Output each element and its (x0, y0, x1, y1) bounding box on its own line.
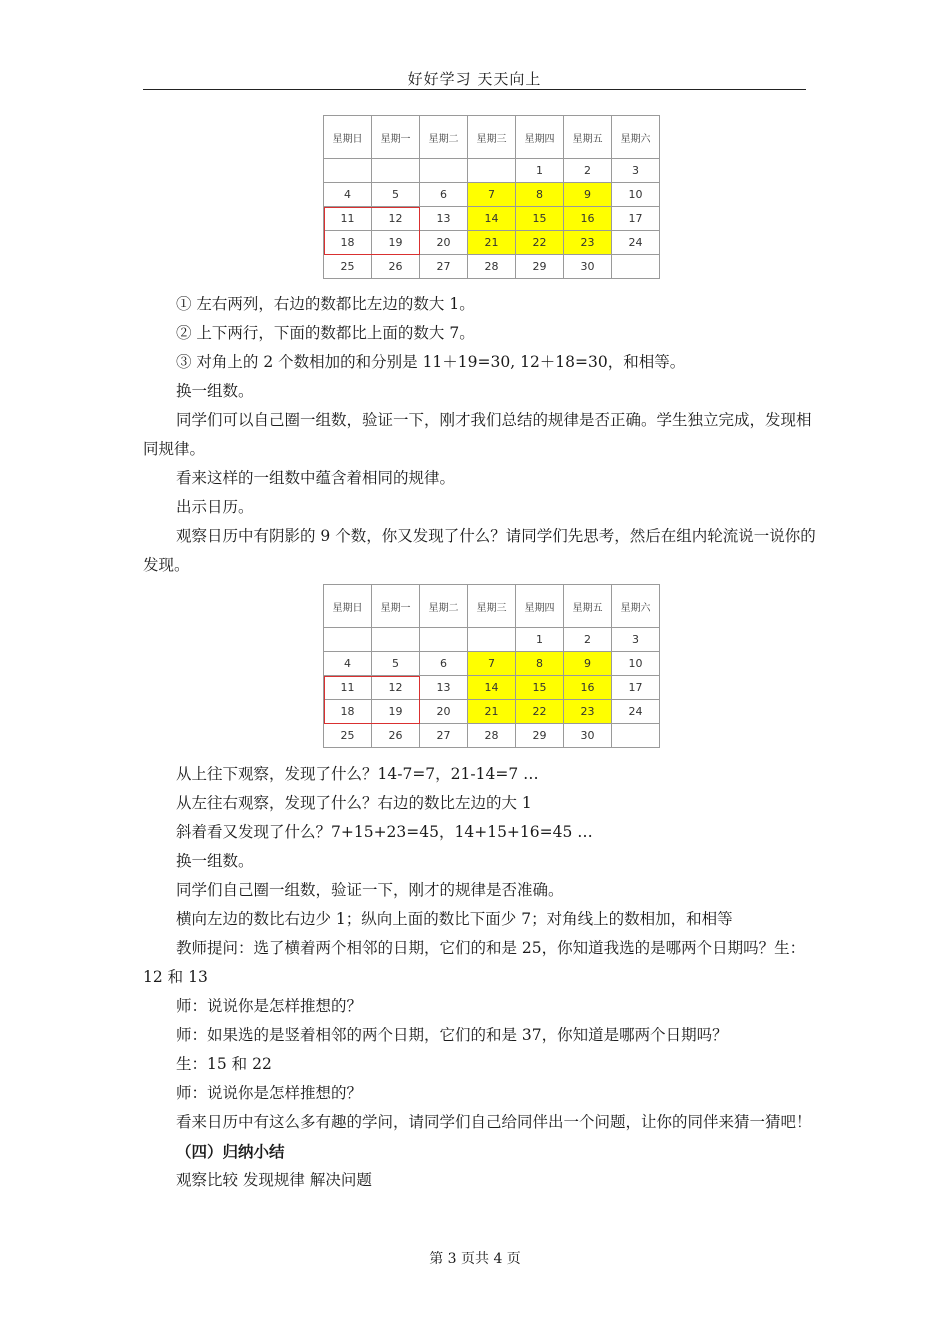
calendar-day-cell: 9 (564, 183, 612, 207)
calendar-day-cell: 11 (324, 676, 372, 700)
calendar-day-cell (324, 628, 372, 652)
calendar-day-cell: 13 (420, 207, 468, 231)
paragraph: 看来这样的一组数中蕴含着相同的规律。 (176, 469, 456, 487)
weekday-header: 星期四 (516, 116, 564, 159)
calendar-day-cell: 25 (324, 724, 372, 748)
paragraph: 横向左边的数比右边少 1；纵向上面的数比下面少 7；对角线上的数相加，和相等 (176, 910, 733, 928)
calendar-day-cell: 9 (564, 652, 612, 676)
calendar-day-cell: 15 (516, 676, 564, 700)
calendar-day-cell: 11 (324, 207, 372, 231)
calendar-day-cell: 20 (420, 700, 468, 724)
calendar-day-cell: 22 (516, 231, 564, 255)
calendar-table-2 (323, 584, 660, 748)
calendar-day-cell: 17 (612, 207, 660, 231)
paragraph: 换一组数。 (176, 852, 254, 870)
calendar-day-cell (372, 159, 420, 183)
calendar-day-cell: 6 (420, 652, 468, 676)
paragraph: 看来日历中有这么多有趣的学问，请同学们自己给同伴出一个问题，让你的同伴来猜一猜吧！ (176, 1113, 812, 1131)
calendar-day-cell: 14 (468, 676, 516, 700)
weekday-header: 星期二 (420, 585, 468, 628)
calendar-day-cell: 19 (372, 700, 420, 724)
calendar-day-cell: 26 (372, 724, 420, 748)
paragraph: 同学们自己圈一组数，验证一下，刚才的规律是否准确。 (176, 881, 564, 899)
calendar-day-cell: 30 (564, 255, 612, 279)
header-divider (143, 89, 806, 90)
paragraph: 观察日历中有阴影的 9 个数，你又发现了什么？请同学们先思考，然后在组内轮流说一说你的发现。 (143, 527, 816, 574)
calendar-day-cell: 8 (516, 183, 564, 207)
text-section-2 (143, 760, 823, 1195)
calendar-day-cell: 7 (468, 652, 516, 676)
calendar-day-cell: 28 (468, 255, 516, 279)
paragraph: ① 左右两列，右边的数都比左边的数大 1。 (176, 295, 475, 313)
calendar-day-cell: 10 (612, 652, 660, 676)
calendar-day-cell: 3 (612, 159, 660, 183)
page-footer: 第 3 页共 4 页 (429, 1251, 521, 1267)
text-section-1 (143, 290, 823, 580)
calendar-day-cell: 1 (516, 628, 564, 652)
calendar-day-cell: 14 (468, 207, 516, 231)
calendar-day-cell (468, 628, 516, 652)
calendar-day-cell: 29 (516, 724, 564, 748)
paragraph: 观察比较 发现规律 解决问题 (176, 1171, 372, 1189)
weekday-header: 星期六 (612, 116, 660, 159)
calendar-day-cell: 27 (420, 724, 468, 748)
calendar-day-cell (468, 159, 516, 183)
paragraph: （四）归纳小结 (176, 1142, 285, 1161)
calendar-day-cell: 19 (372, 231, 420, 255)
calendar-day-cell: 2 (564, 159, 612, 183)
calendar-day-cell: 21 (468, 700, 516, 724)
calendar-day-cell: 28 (468, 724, 516, 748)
calendar-day-cell (612, 724, 660, 748)
weekday-header: 星期六 (612, 585, 660, 628)
calendar-day-cell (324, 159, 372, 183)
calendar-day-cell: 29 (516, 255, 564, 279)
weekday-header: 星期五 (564, 585, 612, 628)
calendar-day-cell (612, 255, 660, 279)
paragraph: ② 上下两行，下面的数都比上面的数大 7。 (176, 324, 475, 342)
weekday-header: 星期五 (564, 116, 612, 159)
paragraph: ③ 对角上的 2 个数相加的和分别是 11＋19=30, 12＋18=30，和相等。 (176, 353, 686, 371)
calendar-day-cell (372, 628, 420, 652)
weekday-header: 星期三 (468, 116, 516, 159)
calendar-day-cell: 3 (612, 628, 660, 652)
calendar-day-cell: 12 (372, 676, 420, 700)
calendar-day-cell: 6 (420, 183, 468, 207)
weekday-header: 星期一 (372, 585, 420, 628)
calendar-day-cell: 23 (564, 700, 612, 724)
calendar-day-cell: 22 (516, 700, 564, 724)
calendar-day-cell (420, 159, 468, 183)
calendar-day-cell: 24 (612, 231, 660, 255)
weekday-header: 星期二 (420, 116, 468, 159)
calendar-day-cell: 24 (612, 700, 660, 724)
calendar-day-cell: 13 (420, 676, 468, 700)
paragraph: 出示日历。 (176, 498, 254, 516)
calendar-day-cell: 15 (516, 207, 564, 231)
weekday-header: 星期日 (324, 585, 372, 628)
calendar-day-cell: 4 (324, 652, 372, 676)
paragraph: 同学们可以自己圈一组数，验证一下，刚才我们总结的规律是否正确。学生独立完成，发现相同规律。 (143, 411, 812, 458)
page-header: 好好学习 天天向上 (407, 70, 542, 88)
paragraph: 师：说说你是怎样推想的？ (176, 997, 363, 1015)
paragraph: 从上往下观察，发现了什么？14-7=7，21-14=7 … (176, 765, 539, 783)
paragraph: 从左往右观察，发现了什么？右边的数比左边的大 1 (176, 794, 532, 812)
calendar-day-cell: 30 (564, 724, 612, 748)
paragraph: 生：15 和 22 (176, 1055, 272, 1073)
calendar-day-cell: 12 (372, 207, 420, 231)
weekday-header: 星期四 (516, 585, 564, 628)
calendar-day-cell: 10 (612, 183, 660, 207)
calendar-day-cell: 21 (468, 231, 516, 255)
calendar-grid (323, 115, 660, 279)
calendar-day-cell: 16 (564, 207, 612, 231)
weekday-header: 星期日 (324, 116, 372, 159)
calendar-day-cell: 16 (564, 676, 612, 700)
calendar-table-1 (323, 115, 660, 279)
calendar-day-cell: 20 (420, 231, 468, 255)
calendar-day-cell: 17 (612, 676, 660, 700)
weekday-header: 星期一 (372, 116, 420, 159)
calendar-day-cell: 23 (564, 231, 612, 255)
calendar-day-cell: 5 (372, 652, 420, 676)
calendar-day-cell: 2 (564, 628, 612, 652)
paragraph: 师：如果选的是竖着相邻的两个日期，它们的和是 37，你知道是哪两个日期吗？ (176, 1026, 728, 1044)
calendar-day-cell: 5 (372, 183, 420, 207)
paragraph: 斜着看又发现了什么？7+15+23=45，14+15+16=45 … (176, 823, 593, 841)
calendar-day-cell: 4 (324, 183, 372, 207)
calendar-day-cell: 26 (372, 255, 420, 279)
paragraph: 换一组数。 (176, 382, 254, 400)
calendar-day-cell: 18 (324, 231, 372, 255)
calendar-grid (323, 584, 660, 748)
weekday-header: 星期三 (468, 585, 516, 628)
calendar-day-cell: 1 (516, 159, 564, 183)
calendar-day-cell: 27 (420, 255, 468, 279)
calendar-day-cell: 8 (516, 652, 564, 676)
calendar-day-cell: 18 (324, 700, 372, 724)
calendar-day-cell: 25 (324, 255, 372, 279)
paragraph: 师：说说你是怎样推想的？ (176, 1084, 363, 1102)
paragraph: 教师提问：选了横着两个相邻的日期，它们的和是 25，你知道我选的是哪两个日期吗？生：12 和 13 (143, 939, 806, 986)
calendar-day-cell (420, 628, 468, 652)
calendar-day-cell: 7 (468, 183, 516, 207)
